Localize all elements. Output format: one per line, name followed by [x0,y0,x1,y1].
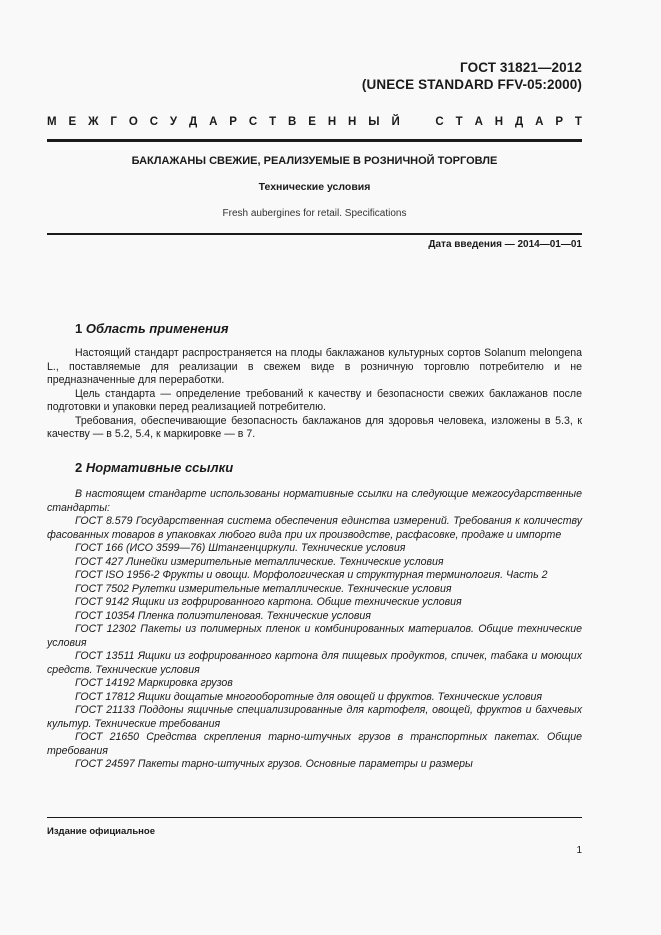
english-title: Fresh aubergines for retail. Specifications [222,208,407,219]
document-subtitle: Технические условия [258,181,371,193]
banner-letter: Д [188,116,198,128]
reference-item: ГОСТ 21650 Средства скрепления тарно-штучных грузов в транспортных пакетах. Общие требования [47,731,582,757]
banner-letter: Г [110,116,117,128]
official-edition-label: Издание официальное [47,826,155,837]
banner-letter: Ж [88,116,99,128]
banner-letter: У [169,116,178,128]
section-title: Нормативные ссылки [85,460,234,475]
reference-item: ГОСТ 12302 Пакеты из полимерных пленок и комбинированных материалов. Общие технические условия [47,623,582,649]
paragraph: Цель стандарта — определение требований к качеству и безопасности свежих баклажанов после подготовки и упаковки перед реализацией потребителю. [47,387,582,413]
banner-letter: Т [574,116,582,128]
banner-letter: Р [555,116,564,128]
reference-item: ГОСТ 8.579 Государственная система обеспечения единства измерений. Требования к количеству фасованных товаров в упаковках любого вида при их производстве, расфасовке, продаже и импорте [47,515,582,541]
banner-letter: В [288,116,297,128]
banner-letter: Н [348,116,357,128]
banner-letter: А [474,116,483,128]
banner-letter: Н [494,116,504,128]
reference-item: ГОСТ 21133 Поддоны ящичные специализированные для картофеля, овощей, фруктов и бахчевых культур. Технические требования [47,704,582,730]
reference-item: ГОСТ 13511 Ящики из гофрированного картона для пищевых продуктов, спичек, табака и моющих средств. Технические условия [47,650,582,676]
paragraph: Требования, обеспечивающие безопасность баклажанов для здоровья человека, изложены в 5.3, к качеству — в 5.2, 5.4, к маркировке — в 7. [47,414,582,440]
reference-item: ГОСТ ISO 1956-2 Фрукты и овощи. Морфологическая и структурная терминология. Часть 2 [75,569,548,581]
banner-letter: С [435,116,444,128]
section-2-body [47,488,582,772]
reference-item: ГОСТ 14192 Маркировка грузов [75,677,233,689]
banner-letter: Е [308,116,316,128]
introduction-date: Дата введения — 2014—01—01 [428,239,582,250]
banner-letter: О [128,116,138,128]
banner-letter: М [47,116,57,128]
paragraph: В настоящем стандарте использованы нормативные ссылки на следующие межгосударственные стандарты: [47,488,582,514]
standard-number: ГОСТ 31821—2012 [460,60,582,75]
section-2-heading [75,460,233,475]
page-number: 1 [576,845,582,856]
banner-letter: Ы [368,116,380,128]
header-rule [47,139,582,142]
unece-reference: (UNECE STANDARD FFV-05:2000) [361,77,582,92]
reference-item: ГОСТ 10354 Пленка полиэтиленовая. Технические условия [75,609,371,622]
footer-rule [47,817,582,818]
banner-letter: А [535,116,544,128]
reference-item: ГОСТ 166 (ИСО 3599—76) Штангенциркули. Технические условия [75,542,406,554]
banner-letter: Т [455,116,463,128]
banner-letter: Р [229,116,237,128]
banner-letter: Н [327,116,337,128]
section-number: 2 [75,460,83,475]
section-1-heading [75,321,229,336]
standard-number-block [362,59,582,93]
reference-item: ГОСТ 427 Линейки измерительные металлические. Технические условия [75,555,444,568]
banner-letter: С [248,116,258,128]
interstate-standard-banner [47,116,582,128]
banner-letter: Т [269,116,277,128]
banner-letter: С [149,116,158,128]
section-1-body [47,347,582,442]
title-rule [47,233,582,235]
banner-letter: А [209,116,218,128]
section-title: Область применения [85,321,229,336]
banner-letter: Д [515,116,524,128]
reference-item: ГОСТ 9142 Ящики из гофрированного картона. Общие технические условия [75,596,462,608]
reference-item: ГОСТ 7502 Рулетки измерительные металлические. Технические условия [75,582,452,595]
reference-item: ГОСТ 24597 Пакеты тарно-штучных грузов. Основные параметры и размеры [75,758,473,770]
banner-letter: Е [68,116,77,128]
section-number: 1 [75,321,83,336]
reference-item: ГОСТ 17812 Ящики дощатые многооборотные для овощей и фруктов. Технические условия [75,690,543,703]
paragraph: Настоящий стандарт распространяется на плоды баклажанов культурных сортов Solanum melongena L., поставляемые для реализации в свежем виде в розничную торговлю потребителю и не предназначенные для переработки. [47,347,582,386]
banner-letter: Й [391,116,400,128]
document-title: БАКЛАЖАНЫ СВЕЖИЕ, РЕАЛИЗУЕМЫЕ В РОЗНИЧНОЙ ТОРГОВЛЕ [131,155,498,167]
